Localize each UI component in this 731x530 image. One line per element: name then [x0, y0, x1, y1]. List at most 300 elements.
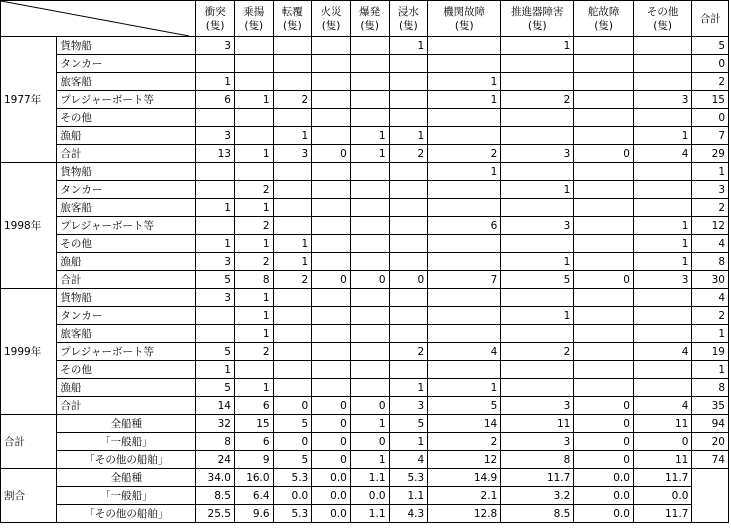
- value-cell: 0: [312, 451, 351, 469]
- value-cell: [633, 325, 691, 343]
- value-cell: 6.4: [234, 487, 273, 505]
- value-cell: [501, 199, 574, 217]
- column-header: [574, 1, 634, 37]
- value-cell: [428, 307, 501, 325]
- value-cell: [196, 163, 235, 181]
- value-cell: [350, 343, 389, 361]
- value-cell: 1: [350, 451, 389, 469]
- value-cell: [633, 73, 691, 91]
- table-row: [1, 109, 729, 127]
- value-cell: [574, 289, 634, 307]
- value-cell: 0: [574, 145, 634, 163]
- value-cell: 0: [633, 433, 691, 451]
- value-cell: [196, 325, 235, 343]
- year-label: 1977年: [1, 37, 57, 163]
- value-cell: 1.1: [389, 487, 428, 505]
- value-cell: 1: [196, 199, 235, 217]
- value-cell: [350, 253, 389, 271]
- value-cell: [389, 91, 428, 109]
- value-cell: 0.0: [574, 469, 634, 487]
- value-cell: 11.7: [501, 469, 574, 487]
- value-cell: [428, 109, 501, 127]
- value-cell: [389, 325, 428, 343]
- value-cell: 1: [501, 181, 574, 199]
- value-cell: 1: [633, 217, 691, 235]
- value-cell: [350, 91, 389, 109]
- value-cell: 1: [234, 325, 273, 343]
- value-cell: [273, 55, 312, 73]
- value-cell: [350, 73, 389, 91]
- value-cell: 1: [501, 253, 574, 271]
- value-cell: [633, 361, 691, 379]
- value-cell: [312, 37, 351, 55]
- value-cell: 0.0: [312, 505, 351, 523]
- value-cell: 1: [234, 91, 273, 109]
- value-cell: [234, 163, 273, 181]
- value-cell: [312, 343, 351, 361]
- value-cell: 1: [234, 145, 273, 163]
- value-cell: [389, 235, 428, 253]
- table-row: [1, 397, 729, 415]
- value-cell: 5: [389, 415, 428, 433]
- value-cell: 0: [312, 433, 351, 451]
- total-cell: 1: [692, 325, 729, 343]
- value-cell: 1: [501, 307, 574, 325]
- value-cell: 3: [501, 433, 574, 451]
- value-cell: [350, 217, 389, 235]
- value-cell: [574, 109, 634, 127]
- category-cell: 貨物船: [57, 163, 196, 181]
- category-cell: 漁船: [57, 127, 196, 145]
- value-cell: [428, 253, 501, 271]
- value-cell: 14: [428, 415, 501, 433]
- summary-label: 合計: [1, 415, 57, 469]
- value-cell: 0: [273, 433, 312, 451]
- value-cell: [196, 55, 235, 73]
- table-row: [1, 505, 729, 523]
- value-cell: [234, 127, 273, 145]
- value-cell: [350, 289, 389, 307]
- value-cell: 3: [633, 271, 691, 289]
- value-cell: [428, 199, 501, 217]
- value-cell: [273, 217, 312, 235]
- table-row: [1, 307, 729, 325]
- value-cell: [312, 253, 351, 271]
- value-cell: 11: [501, 415, 574, 433]
- category-cell: 旅客船: [57, 325, 196, 343]
- category-cell: その他: [57, 235, 196, 253]
- value-cell: 8.5: [501, 505, 574, 523]
- value-cell: [234, 109, 273, 127]
- total-cell: 2: [692, 307, 729, 325]
- value-cell: 3: [196, 127, 235, 145]
- total-cell: 4: [692, 289, 729, 307]
- value-cell: [273, 109, 312, 127]
- category-cell: 合計: [57, 397, 196, 415]
- column-header-name: その他: [646, 5, 679, 18]
- value-cell: 2: [501, 91, 574, 109]
- value-cell: 1: [234, 307, 273, 325]
- total-cell: 74: [692, 451, 729, 469]
- total-cell: 5: [692, 37, 729, 55]
- value-cell: 5.3: [389, 469, 428, 487]
- value-cell: [273, 325, 312, 343]
- total-cell: 12: [692, 217, 729, 235]
- value-cell: [196, 307, 235, 325]
- value-cell: [389, 73, 428, 91]
- value-cell: [312, 163, 351, 181]
- value-cell: 1: [389, 37, 428, 55]
- value-cell: [350, 55, 389, 73]
- value-cell: [350, 307, 389, 325]
- value-cell: 1.1: [350, 469, 389, 487]
- value-cell: 2: [389, 145, 428, 163]
- value-cell: [350, 109, 389, 127]
- value-cell: [574, 91, 634, 109]
- value-cell: [501, 55, 574, 73]
- value-cell: [350, 163, 389, 181]
- value-cell: 0.0: [312, 469, 351, 487]
- column-header-unit: (隻): [244, 19, 264, 32]
- value-cell: 5.3: [273, 505, 312, 523]
- value-cell: [574, 163, 634, 181]
- value-cell: [350, 361, 389, 379]
- value-cell: 0: [350, 397, 389, 415]
- value-cell: [312, 181, 351, 199]
- total-cell: 2: [692, 73, 729, 91]
- value-cell: [312, 127, 351, 145]
- total-cell: 1: [692, 361, 729, 379]
- value-cell: 3: [501, 145, 574, 163]
- column-header: [389, 1, 428, 37]
- value-cell: 3: [196, 289, 235, 307]
- category-cell: プレジャーボート等: [57, 343, 196, 361]
- value-cell: 0: [273, 397, 312, 415]
- value-cell: [273, 73, 312, 91]
- value-cell: 6: [234, 397, 273, 415]
- table-row: [1, 91, 729, 109]
- value-cell: 5: [196, 343, 235, 361]
- value-cell: 2: [501, 343, 574, 361]
- value-cell: [312, 91, 351, 109]
- column-header: [234, 1, 273, 37]
- value-cell: 1: [196, 73, 235, 91]
- value-cell: 5.3: [273, 469, 312, 487]
- value-cell: 5: [273, 451, 312, 469]
- value-cell: 1: [428, 91, 501, 109]
- total-cell: 30: [692, 271, 729, 289]
- value-cell: 1: [234, 379, 273, 397]
- table-row: [1, 325, 729, 343]
- value-cell: 5: [273, 415, 312, 433]
- column-header-unit: (隻): [321, 19, 341, 32]
- value-cell: 3: [196, 253, 235, 271]
- value-cell: [273, 379, 312, 397]
- value-cell: [633, 55, 691, 73]
- column-header-name: 爆発: [359, 5, 381, 18]
- value-cell: [633, 379, 691, 397]
- value-cell: [312, 217, 351, 235]
- value-cell: [312, 109, 351, 127]
- value-cell: 0: [350, 433, 389, 451]
- value-cell: 1.1: [350, 505, 389, 523]
- value-cell: [273, 343, 312, 361]
- column-header-unit: (隻): [527, 19, 547, 32]
- value-cell: 2.1: [428, 487, 501, 505]
- value-cell: 15: [234, 415, 273, 433]
- table-row: [1, 199, 729, 217]
- value-cell: 8: [234, 271, 273, 289]
- value-cell: [501, 109, 574, 127]
- value-cell: 4.3: [389, 505, 428, 523]
- category-cell: 「一般船」: [57, 433, 196, 451]
- value-cell: 0: [312, 415, 351, 433]
- value-cell: [501, 325, 574, 343]
- total-cell: 19: [692, 343, 729, 361]
- value-cell: [574, 325, 634, 343]
- value-cell: [273, 199, 312, 217]
- value-cell: 1: [234, 199, 273, 217]
- value-cell: 5: [428, 397, 501, 415]
- value-cell: [428, 127, 501, 145]
- value-cell: 34.0: [196, 469, 235, 487]
- value-cell: 1: [234, 289, 273, 307]
- table-row: [1, 487, 729, 505]
- value-cell: [389, 55, 428, 73]
- value-cell: [428, 361, 501, 379]
- value-cell: [389, 217, 428, 235]
- value-cell: [350, 235, 389, 253]
- value-cell: 0: [574, 451, 634, 469]
- value-cell: 11.7: [633, 505, 691, 523]
- value-cell: 5: [196, 271, 235, 289]
- value-cell: 0.0: [574, 505, 634, 523]
- value-cell: [501, 379, 574, 397]
- value-cell: [633, 289, 691, 307]
- total-cell: 0: [692, 55, 729, 73]
- value-cell: [196, 109, 235, 127]
- value-cell: [234, 73, 273, 91]
- value-cell: [312, 307, 351, 325]
- value-cell: [574, 73, 634, 91]
- value-cell: 0.0: [574, 487, 634, 505]
- value-cell: 3: [389, 397, 428, 415]
- category-cell: 貨物船: [57, 289, 196, 307]
- category-cell: タンカー: [57, 181, 196, 199]
- value-cell: [389, 307, 428, 325]
- value-cell: [389, 163, 428, 181]
- column-header: [428, 1, 501, 37]
- value-cell: [501, 235, 574, 253]
- total-cell: 3: [692, 181, 729, 199]
- value-cell: [428, 181, 501, 199]
- value-cell: 2: [234, 217, 273, 235]
- value-cell: [350, 199, 389, 217]
- column-header-unit: (隻): [283, 19, 302, 32]
- value-cell: [389, 253, 428, 271]
- summary-label: 割合: [1, 469, 57, 523]
- value-cell: [633, 199, 691, 217]
- value-cell: 1: [633, 253, 691, 271]
- column-header-name: 推進器障害: [511, 5, 564, 18]
- value-cell: 1: [389, 379, 428, 397]
- value-cell: 4: [633, 343, 691, 361]
- category-cell: 「一般船」: [57, 487, 196, 505]
- value-cell: 0.0: [312, 487, 351, 505]
- category-cell: プレジャーボート等: [57, 217, 196, 235]
- value-cell: [273, 37, 312, 55]
- value-cell: 1: [350, 145, 389, 163]
- total-cell: 4: [692, 235, 729, 253]
- value-cell: 1: [389, 433, 428, 451]
- value-cell: 3: [633, 91, 691, 109]
- value-cell: 2: [234, 343, 273, 361]
- value-cell: 0: [574, 415, 634, 433]
- value-cell: 16.0: [234, 469, 273, 487]
- value-cell: 2: [234, 253, 273, 271]
- value-cell: [312, 199, 351, 217]
- value-cell: 1: [273, 235, 312, 253]
- total-cell: 1: [692, 163, 729, 181]
- year-label: 1998年: [1, 163, 57, 289]
- value-cell: [389, 289, 428, 307]
- value-cell: 0: [574, 433, 634, 451]
- value-cell: 0: [350, 271, 389, 289]
- table-row: [1, 37, 729, 55]
- value-cell: [574, 307, 634, 325]
- value-cell: [633, 307, 691, 325]
- category-cell: 「その他の船舶」: [57, 451, 196, 469]
- value-cell: 1: [428, 73, 501, 91]
- value-cell: [574, 235, 634, 253]
- value-cell: 25.5: [196, 505, 235, 523]
- value-cell: [574, 361, 634, 379]
- column-header-unit: (隻): [398, 19, 418, 32]
- value-cell: 1: [428, 379, 501, 397]
- value-cell: [633, 163, 691, 181]
- category-cell: 旅客船: [57, 73, 196, 91]
- column-header-name: 舵故障: [587, 5, 620, 18]
- value-cell: [574, 199, 634, 217]
- value-cell: 2: [428, 433, 501, 451]
- table-row: [1, 469, 729, 487]
- value-cell: 5: [501, 271, 574, 289]
- value-cell: 6: [234, 433, 273, 451]
- total-cell: 15: [692, 91, 729, 109]
- value-cell: [273, 289, 312, 307]
- value-cell: [350, 181, 389, 199]
- total-cell: 8: [692, 379, 729, 397]
- value-cell: [312, 379, 351, 397]
- table-row: [1, 217, 729, 235]
- value-cell: 0: [389, 271, 428, 289]
- table-row: [1, 163, 729, 181]
- total-cell: 7: [692, 127, 729, 145]
- column-header-unit: (隻): [594, 19, 613, 32]
- value-cell: 1: [196, 361, 235, 379]
- value-cell: [312, 289, 351, 307]
- value-cell: 1: [350, 127, 389, 145]
- table-row: [1, 433, 729, 451]
- category-cell: 全船種: [57, 415, 196, 433]
- value-cell: [273, 163, 312, 181]
- value-cell: [389, 181, 428, 199]
- table-row: [1, 271, 729, 289]
- value-cell: 4: [389, 451, 428, 469]
- value-cell: 12: [428, 451, 501, 469]
- value-cell: [574, 37, 634, 55]
- corner-diagonal-cell: [1, 1, 196, 37]
- value-cell: 6: [428, 217, 501, 235]
- value-cell: [428, 37, 501, 55]
- value-cell: 32: [196, 415, 235, 433]
- value-cell: 11: [633, 451, 691, 469]
- column-header-unit: (隻): [454, 19, 474, 32]
- table-body: [1, 1, 729, 523]
- category-cell: 「その他の船舶」: [57, 505, 196, 523]
- value-cell: 2: [428, 145, 501, 163]
- value-cell: [312, 325, 351, 343]
- value-cell: 7: [428, 271, 501, 289]
- table-row: [1, 289, 729, 307]
- table-row: [1, 235, 729, 253]
- value-cell: 0: [312, 271, 351, 289]
- value-cell: [428, 325, 501, 343]
- value-cell: [273, 361, 312, 379]
- total-cell: 94: [692, 415, 729, 433]
- column-header-name: 転覆: [281, 5, 303, 18]
- table-row: [1, 55, 729, 73]
- value-cell: [234, 55, 273, 73]
- category-cell: 合計: [57, 145, 196, 163]
- value-cell: [501, 127, 574, 145]
- value-cell: 4: [428, 343, 501, 361]
- table-row: [1, 379, 729, 397]
- value-cell: 2: [273, 91, 312, 109]
- column-header-name: 乗揚: [243, 5, 265, 18]
- value-cell: 9: [234, 451, 273, 469]
- empty-total-cell: [692, 469, 729, 523]
- value-cell: 11.7: [633, 469, 691, 487]
- column-header: [312, 1, 351, 37]
- value-cell: 0.0: [633, 487, 691, 505]
- value-cell: 1: [273, 253, 312, 271]
- column-header: [501, 1, 574, 37]
- table-row: [1, 361, 729, 379]
- value-cell: [312, 55, 351, 73]
- value-cell: [574, 379, 634, 397]
- category-cell: 全船種: [57, 469, 196, 487]
- column-header: [350, 1, 389, 37]
- total-cell: 20: [692, 433, 729, 451]
- value-cell: 1: [273, 127, 312, 145]
- value-cell: 0: [574, 271, 634, 289]
- column-header: [633, 1, 691, 37]
- category-cell: タンカー: [57, 307, 196, 325]
- value-cell: 4: [633, 397, 691, 415]
- value-cell: [574, 217, 634, 235]
- value-cell: 8: [196, 433, 235, 451]
- total-cell: 29: [692, 145, 729, 163]
- value-cell: [574, 181, 634, 199]
- column-header-unit: (隻): [205, 19, 225, 32]
- value-cell: [350, 37, 389, 55]
- table-row: [1, 73, 729, 91]
- value-cell: 1: [501, 37, 574, 55]
- value-cell: 9.6: [234, 505, 273, 523]
- value-cell: [501, 73, 574, 91]
- value-cell: [234, 37, 273, 55]
